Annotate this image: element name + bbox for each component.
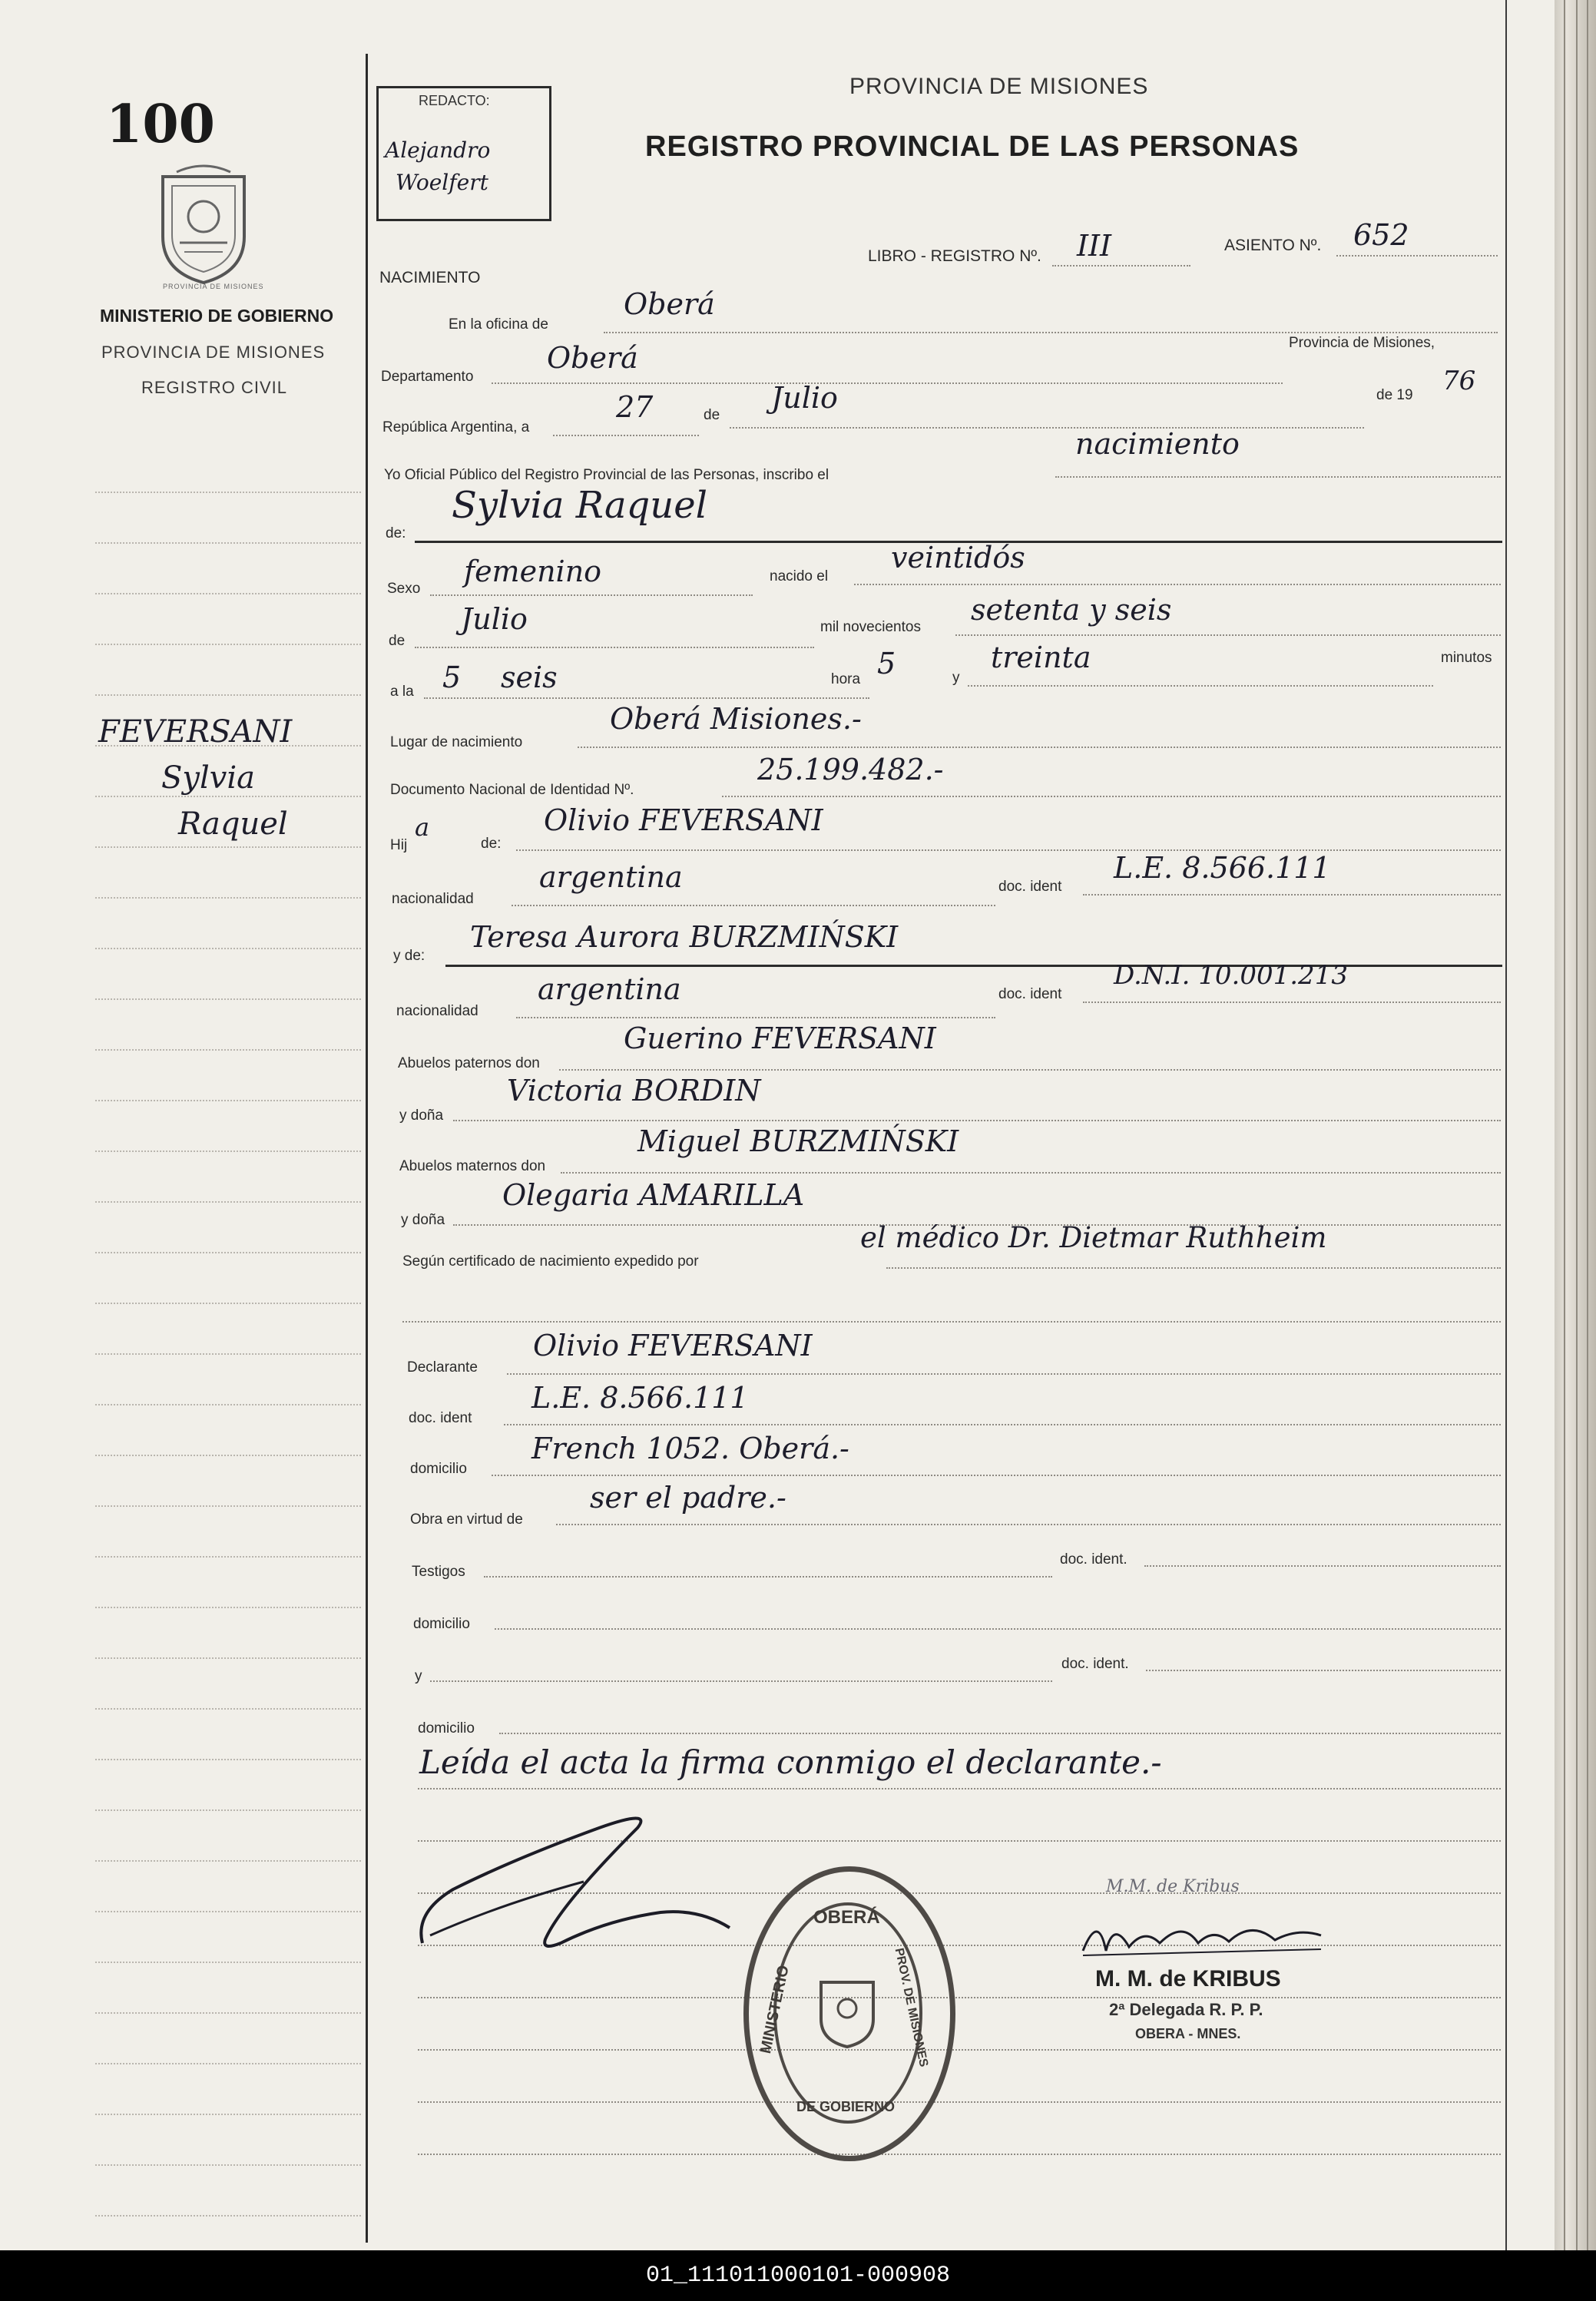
logo-ring-text: PROVINCIA DE MISIONES	[163, 283, 264, 290]
seal-bottom-text: DE GOBIERNO	[796, 2099, 896, 2114]
hora-num-value: 5	[442, 661, 462, 694]
redacto-label: REDACTO:	[419, 93, 490, 108]
official-name: M. M. de KRIBUS	[1095, 1966, 1281, 1991]
departamento-value: Oberá	[547, 341, 638, 375]
hora-2-value: 5	[877, 647, 896, 680]
acto-line	[1055, 476, 1501, 478]
nac-madre-value: argentina	[538, 972, 681, 1006]
abuelo-mat-value: Miguel BURZMIŃSKI	[637, 1124, 959, 1158]
domicilio-2-line	[495, 1628, 1501, 1630]
domicilio-value: French 1052. Oberá.-	[531, 1432, 849, 1465]
testigos-label: Testigos	[412, 1564, 465, 1580]
right-margin-rule	[1505, 0, 1507, 2250]
coat-of-arms-icon	[154, 163, 253, 286]
abuelos-paternos-label: Abuelos paternos don	[398, 1055, 540, 1071]
testigos-line	[484, 1576, 1052, 1578]
nacido-mes-value: Julio	[461, 602, 528, 636]
abuela-pat-line	[453, 1120, 1501, 1121]
hij-label: Hij	[390, 837, 408, 853]
doc-ident-5-label: doc. ident.	[1061, 1656, 1129, 1672]
sexo-line	[430, 594, 753, 596]
hij-suffix-value: a	[415, 813, 430, 842]
abuela-pat-value: Victoria BORDIN	[507, 1074, 761, 1107]
gutter-rule-line	[95, 1201, 361, 1203]
nombre-label: de:	[386, 525, 406, 541]
certificado-value: el médico Dr. Dietmar Ruthheim	[860, 1221, 1327, 1254]
oficina-value: Oberá	[624, 287, 715, 321]
closing-line	[418, 1788, 1501, 1789]
gutter-rule-line	[95, 694, 361, 696]
ministry-province: PROVINCIA DE MISIONES	[101, 343, 326, 362]
seal-emblem-icon	[816, 1976, 878, 2050]
father-de-label: de:	[481, 836, 502, 852]
gutter-rule-line	[95, 2164, 361, 2166]
official-signature	[1075, 1905, 1329, 1966]
closing-statement: Leída el acta la firma conmigo el declarante.-	[419, 1743, 1162, 1781]
asiento-label: ASIENTO Nº.	[1224, 237, 1322, 254]
page-number: 100	[106, 94, 215, 155]
mil-label: mil novecientos	[820, 619, 921, 635]
margin-note-surname: FEVERSANI	[98, 714, 293, 750]
declarante-label: Declarante	[407, 1359, 478, 1376]
gutter-rule-line	[95, 492, 361, 493]
nacionalidad-1-label: nacionalidad	[392, 891, 474, 907]
official-place: OBERA - MNES.	[1135, 2026, 1241, 2041]
seal-right-text: PROV. DE MISIONES	[892, 1947, 931, 2068]
province-heading: PROVINCIA DE MISIONES	[849, 74, 1149, 99]
mes-value: Julio	[771, 381, 838, 415]
departamento-label: Departamento	[381, 369, 474, 385]
gutter-rule-line	[95, 998, 361, 1000]
lugar-label: Lugar de nacimiento	[390, 734, 523, 750]
doc-ident-1-label: doc. ident	[998, 879, 1062, 895]
dia-value: 27	[616, 390, 654, 424]
gutter-rule-line	[95, 2063, 361, 2064]
blank-line-8	[418, 2154, 1501, 2155]
documento-line	[722, 796, 1501, 797]
nac-madre-line	[516, 1017, 995, 1018]
certificado-line	[886, 1267, 1501, 1269]
page-edge-binding	[1555, 0, 1596, 2250]
de-month-2-label: de	[389, 633, 406, 649]
doc-declarante-value: L.E. 8.566.111	[531, 1381, 749, 1415]
libro-value: III	[1077, 229, 1112, 263]
gutter-rule-line	[95, 542, 361, 544]
dni-value: 25.199.482.-	[757, 753, 944, 786]
gutter-rule-line	[95, 1556, 361, 1558]
oficina-line	[604, 332, 1498, 333]
y-2-line	[430, 1680, 1052, 1682]
gutter-rule-line	[95, 1303, 361, 1304]
oficial-label: Yo Oficial Público del Registro Provincial de las Personas, inscribo el	[384, 467, 829, 483]
mes-line	[730, 427, 1364, 429]
doc-ident-2-label: doc. ident	[998, 986, 1062, 1002]
nacido-anio-value: setenta y seis	[971, 593, 1172, 627]
gutter-rule-line	[95, 1708, 361, 1710]
gutter-rule-line	[95, 1607, 361, 1608]
gutter-rule-line	[95, 796, 361, 797]
sexo-value: femenino	[464, 555, 602, 588]
doc-ident-4-label: doc. ident.	[1060, 1551, 1127, 1568]
libro-line	[1052, 265, 1190, 267]
libro-label: LIBRO - REGISTRO Nº.	[868, 247, 1041, 265]
footer-identifier: 01_111011000101-000908	[0, 2250, 1596, 2301]
domicilio-3-line	[499, 1733, 1501, 1734]
y-dona-2-label: y doña	[401, 1212, 445, 1228]
lugar-value: Oberá Misiones.-	[610, 702, 862, 736]
doc-madre-line	[1083, 1002, 1501, 1003]
doc-padre-line	[1083, 894, 1501, 896]
y-dona-1-label: y doña	[399, 1107, 444, 1124]
abuelos-maternos-label: Abuelos maternos don	[399, 1158, 546, 1174]
official-seal	[743, 1866, 955, 2161]
abuelo-pat-line	[559, 1069, 1501, 1071]
gutter-rule-line	[95, 1962, 361, 1963]
abuelo-pat-value: Guerino FEVERSANI	[624, 1021, 936, 1055]
obra-label: Obra en virtud de	[410, 1511, 523, 1528]
acto-value: nacimiento	[1075, 427, 1240, 461]
nombre-value: Sylvia Raquel	[452, 484, 707, 527]
ala-label: a la	[390, 684, 414, 700]
domicilio-line	[492, 1475, 1501, 1476]
gutter-rule-line	[95, 1049, 361, 1051]
obra-value: ser el padre.-	[590, 1481, 786, 1515]
gutter-rule-line	[95, 2114, 361, 2115]
dia-line	[553, 435, 699, 436]
domicilio-2-label: domicilio	[413, 1616, 470, 1632]
blank-line-6	[418, 2049, 1501, 2051]
declarante-line	[507, 1373, 1501, 1375]
gutter-rule-line	[95, 948, 361, 949]
minutos-value: treinta	[991, 641, 1091, 674]
declarante-value: Olivio FEVERSANI	[533, 1329, 813, 1362]
lugar-line	[578, 747, 1501, 748]
gutter-rule-line	[95, 1657, 361, 1659]
gutter-rule-line	[95, 1353, 361, 1355]
minutos-line	[968, 685, 1433, 687]
documento-label: Documento Nacional de Identidad Nº.	[390, 782, 634, 798]
domicilio-1-label: domicilio	[410, 1461, 467, 1477]
gutter-rule-line	[95, 1252, 361, 1253]
gutter-rule-line	[95, 846, 361, 848]
y-2-doc-line	[1146, 1670, 1501, 1671]
hora-line	[424, 697, 869, 699]
redacto-name-last: Woelfert	[396, 170, 488, 195]
blank-line-1	[402, 1321, 1501, 1323]
provincia-label: Provincia de Misiones,	[1289, 335, 1435, 351]
gutter-rule-line	[95, 1505, 361, 1507]
oficina-label: En la oficina de	[449, 316, 548, 333]
sexo-label: Sexo	[387, 581, 421, 597]
doc-declarante-line	[504, 1424, 1501, 1425]
madre-value: Teresa Aurora BURZMIŃSKI	[470, 920, 899, 954]
gutter-rule-line	[95, 593, 361, 594]
year-value: 76	[1442, 366, 1476, 396]
nacido-line	[854, 584, 1501, 585]
gutter-rule-line	[95, 897, 361, 899]
gutter-rule-line	[95, 1911, 361, 1912]
anio-line	[955, 634, 1501, 636]
gutter-rule-line	[95, 1100, 361, 1101]
testigos-doc-line	[1144, 1565, 1501, 1567]
gutter-rule-line	[95, 1150, 361, 1152]
registry-heading: REGISTRO PROVINCIAL DE LAS PERSONAS	[645, 131, 1300, 163]
y-label: y	[952, 670, 960, 686]
nacido-label: nacido el	[770, 568, 829, 584]
y-2-label: y	[415, 1668, 422, 1684]
nacido-mes-line	[415, 647, 814, 648]
nac-padre-line	[512, 905, 995, 906]
asiento-line	[1336, 255, 1498, 257]
gutter-rule-line	[95, 1809, 361, 1811]
gutter-rule-line	[95, 2215, 361, 2217]
seal-left-text: MINISTERIO	[757, 1964, 793, 2055]
margin-note-first-name: Sylvia	[161, 760, 256, 796]
seal-top-text: OBERÁ	[813, 1907, 880, 1928]
abuelo-mat-line	[561, 1172, 1501, 1174]
hora-label: hora	[831, 671, 861, 687]
obra-line	[556, 1524, 1501, 1525]
hora-text-value: seis	[501, 661, 558, 694]
redacto-box	[376, 86, 551, 221]
doc-madre-value: D.N.I. 10.001.213	[1114, 960, 1348, 991]
gutter-rule-line	[95, 1759, 361, 1760]
segun-label: Según certificado de nacimiento expedido por	[402, 1253, 699, 1270]
minutos-label: minutos	[1441, 650, 1492, 666]
official-signature-text: M.M. de Kribus	[1106, 1877, 1240, 1896]
nac-padre-value: argentina	[539, 860, 683, 894]
redacto-name-first: Alejandro	[385, 137, 491, 163]
madre-de-label: y de:	[393, 948, 425, 964]
asiento-value: 652	[1353, 218, 1409, 252]
gutter-rule-line	[95, 2012, 361, 2014]
padre-value: Olivio FEVERSANI	[544, 803, 823, 837]
blank-line-5	[418, 1997, 1501, 1998]
departamento-line	[492, 382, 1283, 384]
republica-label: República Argentina, a	[382, 419, 530, 435]
de-month-label: de	[704, 407, 720, 423]
gutter-rule-line	[95, 644, 361, 645]
gutter-rule-line	[95, 1404, 361, 1405]
abuela-mat-value: Olegaria AMARILLA	[502, 1178, 805, 1212]
nacionalidad-2-label: nacionalidad	[396, 1003, 478, 1019]
ministry-name: MINISTERIO DE GOBIERNO	[100, 306, 334, 326]
year-label: de 19	[1376, 387, 1413, 403]
left-margin-rule	[366, 54, 368, 2243]
declarant-signature	[407, 1797, 745, 1958]
gutter-rule-line	[95, 1455, 361, 1456]
gutter-rule-line	[95, 1860, 361, 1862]
official-title: 2ª Delegada R. P. P.	[1109, 2000, 1263, 2019]
nacido-dia-value: veintidós	[891, 541, 1025, 574]
gutter-rule-line	[95, 745, 361, 747]
doc-padre-value: L.E. 8.566.111	[1114, 851, 1331, 885]
doc-ident-3-label: doc. ident	[409, 1410, 472, 1426]
section-label: NACIMIENTO	[379, 269, 481, 286]
blank-line-7	[418, 2101, 1501, 2103]
padre-line	[516, 849, 1501, 851]
domicilio-3-label: domicilio	[418, 1720, 475, 1737]
margin-note-second-name: Raquel	[178, 806, 288, 842]
civil-registry-label: REGISTRO CIVIL	[141, 378, 288, 397]
